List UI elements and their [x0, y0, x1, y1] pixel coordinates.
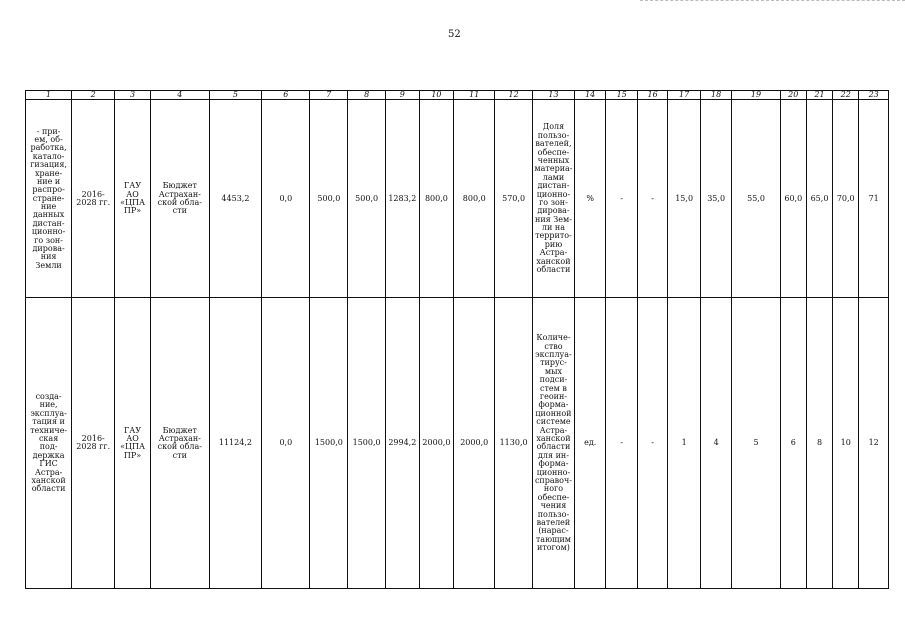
executor-text: ГАУ АО «ЦПА ПР»	[120, 425, 146, 460]
value-cell: 60,0	[780, 100, 806, 298]
source-text: Бюджет Астрахан- ской обла- сти	[157, 425, 202, 460]
value-cell: 8	[806, 298, 832, 589]
column-number: 1	[26, 91, 72, 100]
column-number: 14	[574, 91, 605, 100]
value-cell: -	[606, 298, 637, 589]
value-cell: 70,0	[833, 100, 859, 298]
value-cell: 500,0	[310, 100, 348, 298]
value-cell: 4	[700, 298, 731, 589]
column-number: 7	[310, 91, 348, 100]
activity-text: созда- ние, эксплуа- тация и техниче- ская под- держка ГИС Астра- ханской области	[30, 392, 68, 494]
column-number: 6	[262, 91, 310, 100]
column-number: 5	[209, 91, 261, 100]
value-cell: 1500,0	[348, 298, 386, 589]
indicator-cell	[532, 298, 574, 589]
value-cell: -	[637, 298, 667, 589]
column-number: 20	[780, 91, 806, 100]
value-cell: 15,0	[668, 100, 701, 298]
column-number: 13	[532, 91, 574, 100]
page-top-edge	[640, 0, 905, 4]
value-cell: -	[637, 100, 667, 298]
source-cell	[150, 298, 209, 589]
column-number: 8	[348, 91, 386, 100]
period-text: 2016- 2028 гг.	[76, 434, 111, 452]
indicator-text: Доля пользо- вателей, обеспе- ченных материа- лами дистан- ционно- го зон- дирова- ния Зем- ли на террито- рию Астра- ханской области	[534, 122, 573, 275]
value-cell: 800,0	[419, 100, 454, 298]
table-row	[26, 298, 889, 589]
total-cell: 4453,2	[209, 100, 261, 298]
value-cell: -	[606, 100, 637, 298]
value-cell: 1283,2	[386, 100, 420, 298]
value-cell: 2000,0	[419, 298, 454, 589]
period-text: 2016- 2028 гг.	[76, 189, 111, 207]
value-cell: 800,0	[454, 100, 495, 298]
value-cell: 1	[668, 298, 701, 589]
column-number: 11	[454, 91, 495, 100]
column-number: 23	[859, 91, 889, 100]
source-text: Бюджет Астрахан- ской обла- сти	[157, 181, 202, 216]
unit-cell: %	[574, 100, 605, 298]
value-cell: 35,0	[700, 100, 731, 298]
value-cell: 12	[859, 298, 889, 589]
value-cell: 55,0	[732, 100, 780, 298]
executor-cell	[115, 100, 151, 298]
column-number: 17	[668, 91, 701, 100]
activity-cell	[26, 298, 72, 589]
value-cell: 2000,0	[454, 298, 495, 589]
column-number: 3	[115, 91, 151, 100]
indicator-cell	[532, 100, 574, 298]
activity-cell	[26, 100, 72, 298]
column-number: 16	[637, 91, 667, 100]
indicator-text: Количе- ство эксплуа- тирус- мых подси- стем в геоин- форма- ционной системе Астра- ханской области для ин- форма- ционно- справоч- ного обеспе- чения пользо- вателей (нарас- тающим итогом)	[534, 333, 572, 553]
period-cell	[72, 298, 115, 589]
column-number: 10	[419, 91, 454, 100]
unit-cell: ед.	[574, 298, 605, 589]
column-number: 9	[386, 91, 420, 100]
column-number: 2	[72, 91, 115, 100]
column-number-row	[26, 91, 889, 100]
value-cell: 1130,0	[495, 298, 533, 589]
value-cell: 2994,2	[386, 298, 420, 589]
value-cell: 500,0	[348, 100, 386, 298]
value-cell: 65,0	[806, 100, 832, 298]
column-number: 15	[606, 91, 637, 100]
table-row	[26, 100, 889, 298]
value-cell: 570,0	[495, 100, 533, 298]
value-cell: 5	[732, 298, 780, 589]
column-number: 12	[495, 91, 533, 100]
source-cell	[150, 100, 209, 298]
page-number: 52	[448, 29, 461, 40]
executor-text: ГАУ АО «ЦПА ПР»	[120, 181, 146, 216]
executor-cell	[115, 298, 151, 589]
value-cell: 1500,0	[310, 298, 348, 589]
value-cell: 10	[833, 298, 859, 589]
value-cell: 71	[859, 100, 889, 298]
column-number: 4	[150, 91, 209, 100]
value-cell: 6	[780, 298, 806, 589]
period-cell	[72, 100, 115, 298]
value-cell: 0,0	[262, 100, 310, 298]
document-table	[25, 90, 889, 589]
column-number: 21	[806, 91, 832, 100]
column-number: 18	[700, 91, 731, 100]
total-cell: 11124,2	[209, 298, 261, 589]
value-cell: 0,0	[262, 298, 310, 589]
column-number: 22	[833, 91, 859, 100]
activity-text: - при- ем, об- работка, катало- гизация, хране- ние и распро- стране- ние данных дистан- ционно- го зон- дирова- ния Земли	[30, 126, 67, 270]
column-number: 19	[732, 91, 780, 100]
